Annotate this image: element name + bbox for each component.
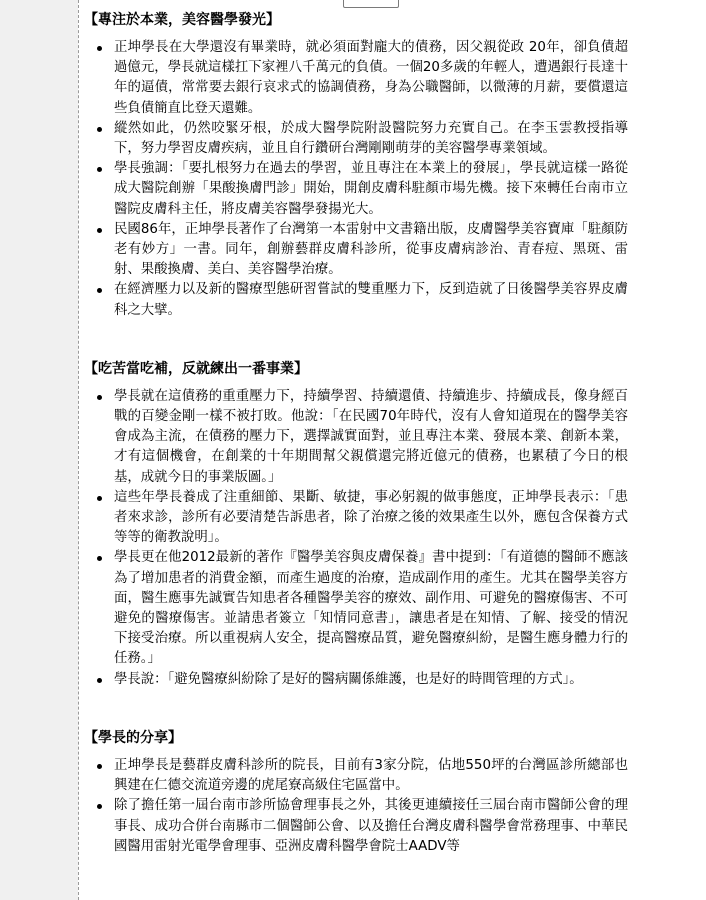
section-senior-sharing	[80, 728, 628, 857]
list-item: 除了擔任第一屆台南市診所協會理事長之外，其後更連續接任三屆台南市醫師公會的理事長、成功合併台南縣市二個醫師公會、以及擔任台灣皮膚科醫學會常務理事、中華民國醫用雷射光電學會理事、亞洲皮膚科醫學會院士AADV等	[114, 796, 628, 857]
list-item: 民國86年，正坤學長著作了台灣第一本雷射中文書籍出版，皮膚醫學美容寶庫「駐顏防老有妙方」一書。同年，創辦藝群皮膚科診所，從事皮膚病診治、青春痘、黑斑、雷射、果酸換膚、美白、美容醫學治療。	[114, 220, 628, 281]
list-item: 縱然如此，仍然咬緊牙根，於成大醫學院附設醫院努力充實自己。在李玉雲教授指導下，努力學習皮膚疾病，並且自行鑽研台灣剛剛萌芽的美容醫學專業領域。	[114, 119, 628, 159]
bullet-list	[80, 756, 628, 857]
top-scroll-handle[interactable]	[343, 0, 399, 8]
list-item: 學長強調：「要扎根努力在過去的學習，並且專注在本業上的發展」，學長就這樣一路從成大醫院創辦「果酸換膚門診」開始，開創皮膚科駐顏市場先機。接下來轉任台南市立醫院皮膚科主任，將皮膚美容醫學發揚光大。	[114, 159, 628, 220]
bullet-list	[80, 387, 628, 690]
list-item: 這些年學長養成了注重細節、果斷、敏捷，事必躬親的做事態度，正坤學長表示：「患者來求診，診所有必要清楚告訴患者，除了治療之後的效果產生以外，應包含保養方式等等的衛教說明」。	[114, 488, 628, 549]
list-item: 學長更在他2012最新的著作『醫學美容與皮膚保養』書中提到：「有道德的醫師不應該為了增加患者的消費金額，而產生過度的治療，造成副作用的產生。尤其在醫學美容方面，醫生應事先誠實告知患者各種醫學美容的療效、副作用、可避免的醫療傷害、不可避免的醫療傷害。並請患者簽立「知情同意書」，讓患者是在知情、了解、接受的情況下接受治療。所以重視病人安全，提高醫療品質，避免醫療糾紛，是醫生應身體力行的任務。」	[114, 548, 628, 669]
section-title: 【吃苦當吃補，反就練出一番事業】	[84, 360, 308, 377]
section-title: 【專注於本業，美容醫學發光】	[84, 12, 280, 28]
article-content	[80, 10, 628, 857]
left-margin-panel	[0, 0, 78, 900]
list-item: 學長說：「避免醫療糾紛除了是好的醫病關係維護，也是好的時間管理的方式」。	[114, 670, 628, 690]
section-title: 【學長的分享】	[84, 729, 182, 746]
section-hardship-career	[80, 359, 628, 690]
list-item: 在經濟壓力以及新的醫療型態研習嘗試的雙重壓力下，反到造就了日後醫學美容界皮膚科之大擘。	[114, 280, 628, 320]
section-focus-on-profession	[80, 10, 628, 321]
list-item: 正坤學長在大學還沒有畢業時，就必須面對龐大的債務，因父親從政 20年，卻負債超過億元，學長就這樣扛下家裡八千萬元的負債。一個20多歲的年輕人，遭遇銀行長達十年的逼債，常常要去銀行哀求式的協調債務，身為公職醫師，以微薄的月薪，要償還這些負債簡直比登天還難。	[114, 38, 628, 119]
bullet-list	[80, 38, 628, 321]
list-item: 正坤學長是藝群皮膚科診所的院長，目前有3家分院，佔地550坪的台灣區診所總部也興建在仁德交流道旁邊的虎尾寮高級住宅區當中。	[114, 756, 628, 796]
page-border-dashed	[78, 0, 79, 900]
list-item: 學長就在這債務的重重壓力下，持續學習、持續還債、持續進步、持續成長，像身經百戰的百變金剛一樣不被打敗。他說：「在民國70年時代，沒有人會知道現在的醫學美容會成為主流，在債務的壓力下，選擇誠實面對，並且專注本業、發展本業、創新本業，才有這個機會，在創業的十年期間幫父親償還完將近億元的債務，也累積了今日的根基，成就今日的事業版圖。」	[114, 387, 628, 488]
